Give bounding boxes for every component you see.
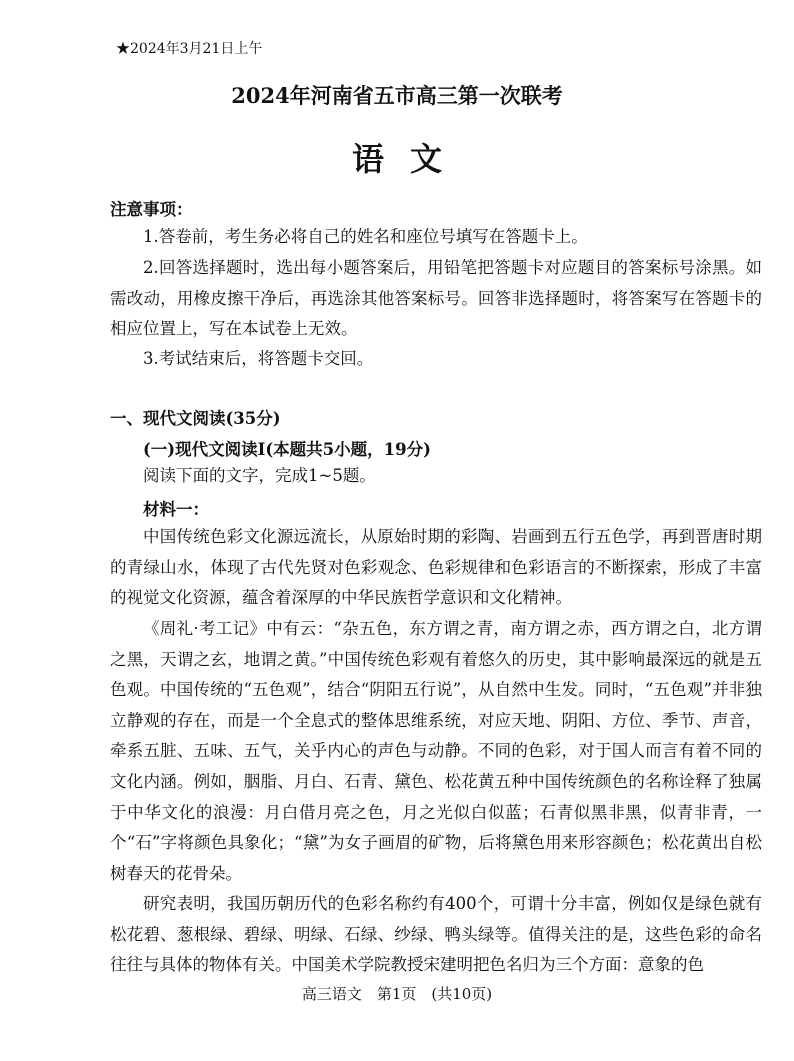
- sub-section-heading: (一)现代文阅读Ⅰ(本题共5小题，19分): [143, 440, 431, 459]
- exam-date-note: ★2024年3月21日上午: [116, 41, 263, 57]
- notice-heading: 注意事项：: [110, 200, 193, 219]
- passage-paragraph-3: 研究表明，我国历朝历代的色彩名称约有400个，可谓十分丰富，例如仅是绿色就有松花碧、葱根绿、碧绿、明绿、石绿、纱绿、鸭头绿等。值得关注的是，这些色彩的命名往往与具体的物体有关。中国美术学院教授宋建明把色名归为三个方面：意象的色: [110, 894, 762, 975]
- notice-item-3: 3.考试结束后，将答题卡交回。: [143, 349, 374, 368]
- section-heading: 一、现代文阅读(35分): [110, 409, 281, 428]
- material-label: 材料一：: [143, 500, 209, 519]
- exam-title: 2024年河南省五市高三第一次联考: [231, 83, 563, 108]
- reading-instruction: 阅读下面的文字，完成1~5题。: [143, 466, 376, 485]
- subject-title: 语文: [351, 140, 468, 178]
- notice-item-2: 2.回答选择题时，选出每小题答案后，用铅笔把答题卡对应题目的答案标号涂黑。如需改动，用橡皮擦干净后，再选涂其他答案标号。回答非选择题时，将答案写在答题卡的相应位置上，写在本试卷上无效。: [110, 258, 762, 339]
- passage-paragraph-2: 《周礼·考工记》中有云：“杂五色，东方谓之青，南方谓之赤，西方谓之白，北方谓之黑，天谓之玄，地谓之黄。”中国传统色彩观有着悠久的历史，其中影响最深远的就是五色观。中国传统的“五色观”，结合“阴阳五行说”，从自然中生发。同时，“五色观”并非独立静观的存在，而是一个全息式的整体思维系统，对应天地、阴阳、方位、季节、声音，牵系五脏、五味、五气，关乎内心的声色与动静。不同的色彩，对于国人而言有着不同的文化内涵。例如，胭脂、月白、石青、黛色、松花黄五种中国传统颜色的名称诠释了独属于中华文化的浪漫：月白借月亮之色，月之光似白似蓝；石青似黑非黑，似青非青，一个“石”字将颜色具象化；“黛”为女子画眉的矿物，后将黛色用来形容颜色；松花黄出自松树春天的花骨朵。: [110, 619, 762, 883]
- notice-item-1: 1.答卷前，考生务必将自己的姓名和座位号填写在答题卡上。: [143, 227, 588, 246]
- page-footer: 高三语文 第1页 (共10页): [301, 985, 493, 1003]
- passage-paragraph-1: 中国传统色彩文化源远流长，从原始时期的彩陶、岩画到五行五色学，再到晋唐时期的青绿山水，体现了古代先贤对色彩观念、色彩规律和色彩语言的不断探索，形成了丰富的视觉文化资源，蕴含着深厚的中华民族哲学意识和文化精神。: [110, 527, 762, 608]
